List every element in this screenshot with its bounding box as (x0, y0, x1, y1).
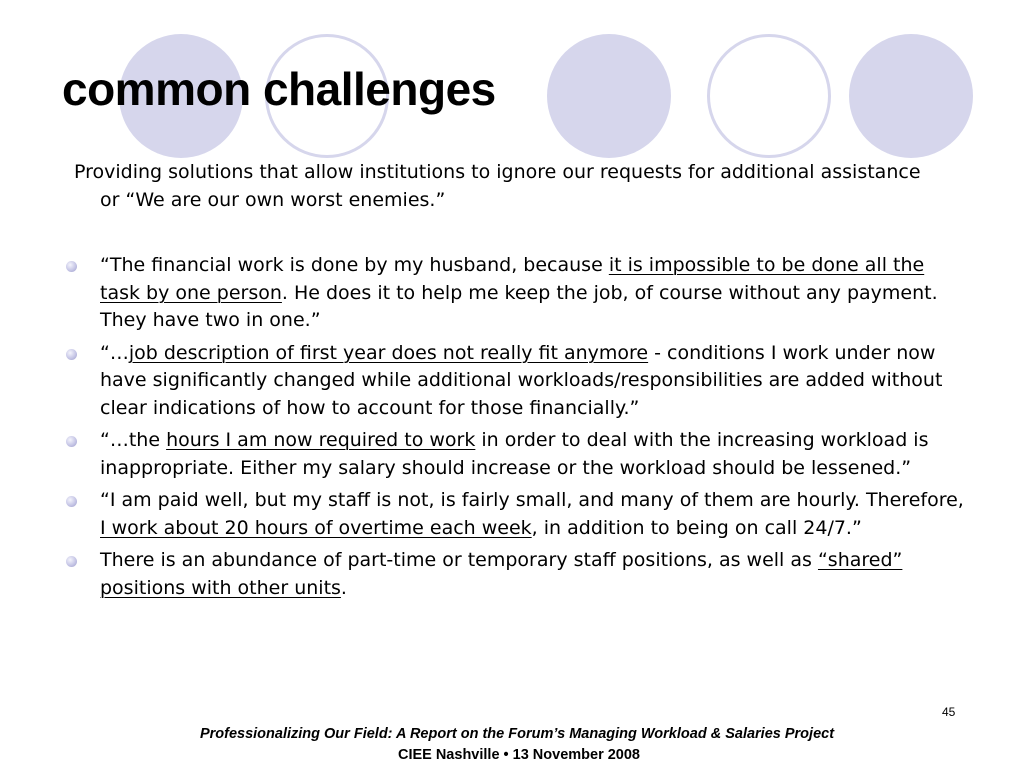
bullet-icon (66, 436, 77, 447)
bullet-text: “The financial work is done by my husband, because (100, 254, 609, 276)
bullet-underlined-text: “shared” positions with other units (100, 549, 903, 599)
bullet-text: in order to deal with the increasing workload is inappropriate. Either my salary should increase or the workload should be lessened.” (100, 429, 929, 479)
bullet-text: . He does it to help me keep the job, of course without any payment. They have two in one.” (100, 281, 938, 331)
bullet-text: There is an abundance of part-time or temporary staff positions, as well as (100, 549, 818, 571)
intro-paragraph: Providing solutions that allow institutions to ignore our requests for additional assistance or “We are our own worst enemies.” (74, 161, 921, 211)
decorative-circle-3 (547, 34, 671, 158)
bullet-text: “I am paid well, but my staff is not, is fairly small, and many of them are hourly. Therefore, (100, 489, 964, 511)
bullet-icon (66, 261, 77, 272)
bullet-icon (66, 496, 77, 507)
page-number: 45 (942, 705, 956, 719)
bullet-item-5 (100, 547, 970, 602)
bullet-text: “…the (100, 429, 167, 451)
slide-title: common challenges (62, 63, 496, 115)
decorative-circle-5 (849, 34, 973, 158)
bullet-item-3 (100, 427, 970, 482)
bullet-text: . (340, 576, 347, 599)
bullet-icon (66, 349, 77, 360)
bullet-underlined-text: job description of first year does not really fit anymore (128, 341, 649, 364)
decorative-circle-4 (707, 34, 831, 158)
bullet-text: , in addition to being on call 24/7.” (531, 516, 862, 539)
footer-event-date: CIEE Nashville • 13 November 2008 (397, 747, 641, 763)
bullet-text: - conditions I work under now have significantly changed while additional workloads/responsibilities are added without clear indications of how to account for those financially.” (100, 341, 943, 419)
footer-report-title: Professionalizing Our Field: A Report on the Forum’s Managing Workload & Salaries Project (199, 726, 835, 742)
bullet-underlined-text: it is impossible to be done all the task by one person (100, 254, 925, 304)
bullet-underlined-text: hours I am now required to work (166, 429, 476, 451)
bullet-item-2 (100, 340, 970, 423)
bullet-icon (66, 556, 77, 567)
bullet-item-1 (100, 252, 970, 335)
bullet-list (100, 252, 970, 607)
bullet-text: “… (100, 341, 129, 364)
bullet-underlined-text: I work about 20 hours of overtime each week (100, 516, 532, 539)
bullet-item-4 (100, 487, 970, 542)
